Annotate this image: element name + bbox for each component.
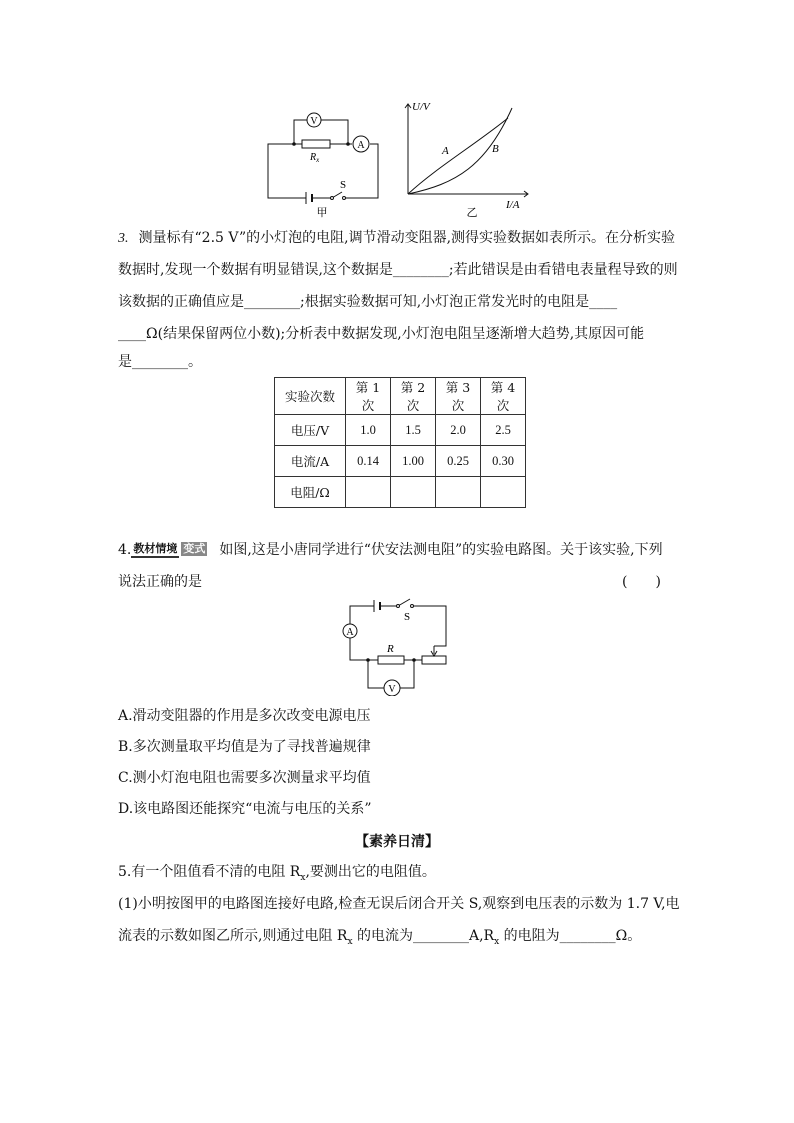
q4-line-2: 说法正确的是 [118,574,202,590]
switch-label: S [404,611,411,623]
tag-variant: 变式 [183,542,206,555]
rx-label: $R_x$ [310,152,320,164]
circuit-diagram-q4 [338,594,454,696]
q3-text-1: 测量标有“2.5 V”的小灯泡的电阻,调节滑动变阻器,测得实验数据如表所示。在分析实验 [138,230,676,246]
table-cell [391,477,436,508]
table-cell [436,477,481,508]
q3-line-3: 该数据的正确值应是________;根据实验数据可知,小灯泡正常发光时的电阻是____ [118,294,618,310]
ammeter-label: A [357,140,365,151]
table-cell: 0.14 [346,446,391,477]
q5-intro-text-end: ,要测出它的电阻值。 [305,864,436,880]
q4-answer-bracket: ( ) [622,574,661,590]
table-cell: 2.5 [481,415,526,446]
q5-subscript: x [494,936,500,947]
table-row [275,446,526,477]
table-cell: 1.0 [346,415,391,446]
q3-number: 3. [118,231,129,246]
curve-a [408,118,508,194]
x-axis-label: I/A [506,199,520,211]
y-axis-label: U/V [412,101,430,113]
switch-label: S [340,179,347,191]
table-cell: 0.25 [436,446,481,477]
q3-data-table [274,377,526,508]
table-cell: 1.5 [391,415,436,446]
table-cell: 电流/A [275,446,346,477]
table-cell: 1.00 [391,446,436,477]
curve-b-label: B [492,143,499,155]
q5-intro [118,862,436,888]
table-header-row [275,378,526,415]
q3-line-2: 数据时,发现一个数据有明显错误,这个数据是________;若此错误是由看错电表量程导致的则 [118,262,678,278]
q4-number: 4. [118,542,132,558]
q3-line-1 [118,228,675,249]
q4-line-1 [118,540,663,560]
ammeter-label: A [346,627,354,638]
table-cell: 2.0 [436,415,481,446]
section-title: 【素养日清】 [355,834,439,850]
table-header-cell: 第 1 次 [346,378,391,415]
q5-part1-line-2 [118,926,641,952]
q3-line-4: ____Ω(结果保留两位小数);分析表中数据发现,小灯泡电阻呈逐渐增大趋势,其原因可能 [118,326,645,342]
q5-intro-text: 5.有一个阻值看不清的电阻 R [118,864,301,880]
q5-text-segment: 的电阻为________Ω。 [499,928,642,944]
table-header-cell: 第 2 次 [391,378,436,415]
table-row [275,415,526,446]
q4-option-c: C.测小灯泡电阻也需要多次测量求平均值 [118,770,371,786]
q3-line-5: 是________。 [118,354,202,370]
q5-intro-subscript: x [300,872,306,883]
q4-option-b: B.多次测量取平均值是为了寻找普遍规律 [118,739,371,755]
q4-option-a: A.滑动变阻器的作用是多次改变电源电压 [118,708,371,724]
circuit-diagram-jia [262,108,386,222]
q5-subscript: x [347,936,353,947]
table-header-cell: 第 4 次 [481,378,526,415]
table-cell: 0.30 [481,446,526,477]
table-cell [346,477,391,508]
q4-option-d: D.该电路图还能探究“电流与电压的关系” [118,801,372,817]
resistor-label: R [387,643,394,655]
q5-text-segment: 流表的示数如图乙所示,则通过电阻 R [118,928,348,944]
voltmeter-label: V [388,684,396,695]
table-cell: 电压/V [275,415,346,446]
table-cell: 电阻/Ω [275,477,346,508]
ui-graph-yi [396,96,536,222]
q5-part1-line-1: (1)小明按图甲的电路图连接好电路,检查无误后闭合开关 S,观察到电压表的示数为 1.7 V,电 [118,896,680,912]
figure-label-yi: 乙 [466,207,478,219]
table-row [275,477,526,508]
table-header-cell: 实验次数 [275,378,346,415]
curve-a-label: A [442,145,449,157]
voltmeter-label: V [310,116,318,127]
figure-label-jia: 甲 [316,207,328,219]
table-header-cell: 第 3 次 [436,378,481,415]
table-cell [481,477,526,508]
q5-text-segment: 的电流为________A,R [352,928,495,944]
tag-textbook-context: 教材情境 [131,542,179,558]
q4-stem-1: 如图,这是小唐同学进行“伏安法测电阻”的实验电路图。关于该实验,下列 [219,542,663,558]
